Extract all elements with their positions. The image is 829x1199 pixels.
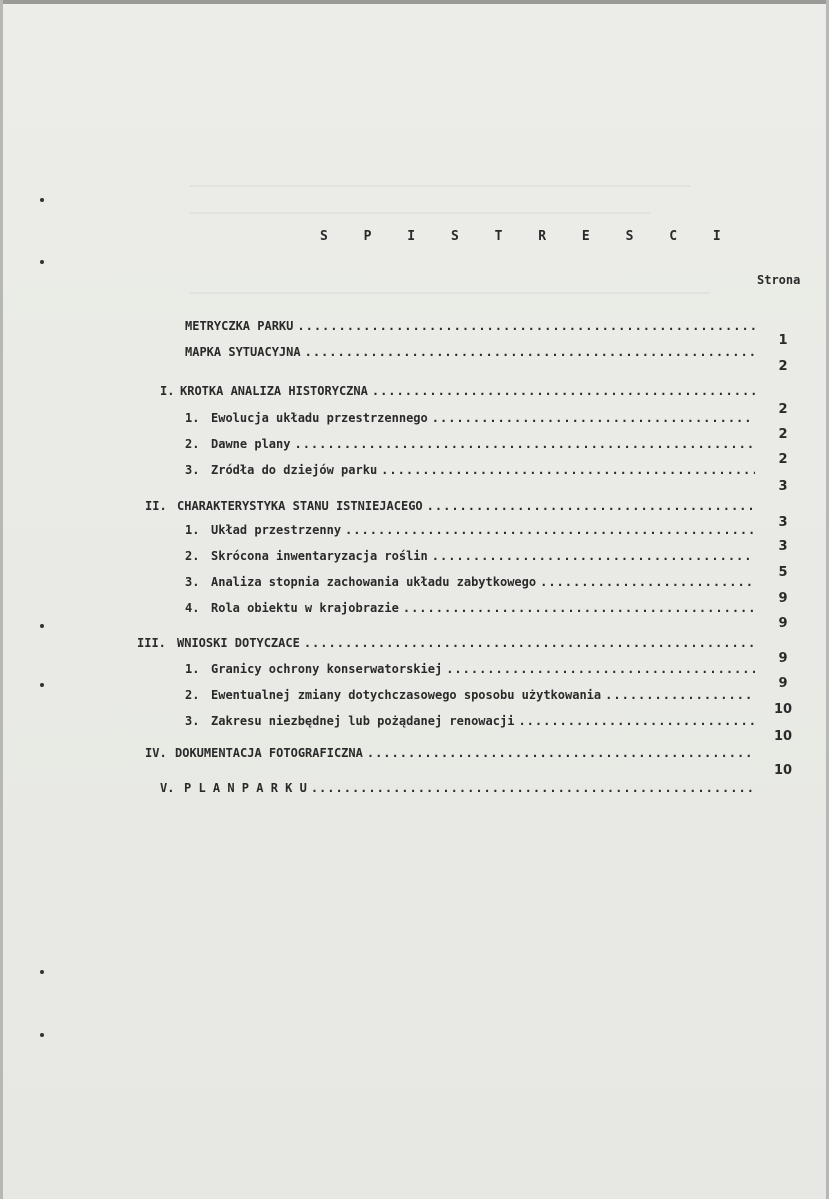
toc-leader-dots [403, 600, 755, 616]
toc-leader-dots [305, 344, 755, 360]
toc-leader-dots [381, 462, 755, 478]
toc-section [145, 745, 755, 761]
toc-subentry-number: 2. [185, 549, 200, 563]
toc-subentry [185, 548, 755, 564]
punch-hole-mark [40, 624, 44, 628]
toc-subentry [185, 713, 755, 729]
toc-subentry-number: 3. [185, 463, 200, 477]
toc-entry-text: CHARAKTERYSTYKA STANU ISTNIEJACEGO [177, 499, 423, 513]
toc-page-number: 2 [778, 359, 788, 374]
toc-subentry-number: 4. [185, 601, 200, 615]
toc-entry-text: Analiza stopnia zachowania układu zabytkowego [211, 575, 537, 589]
toc-entry-text: METRYCZKA PARKU [185, 319, 294, 333]
toc-section [160, 780, 755, 796]
toc-entry-text: Skrócona inwentaryzacja roślin [211, 549, 428, 563]
toc-entry-text: Ewolucja układu przestrzennego [211, 411, 428, 425]
toc-section-number: V. [160, 781, 175, 795]
toc-subentry-number: 1. [185, 411, 200, 425]
toc-entry-text: WNIOSKI DOTYCZACE [177, 636, 300, 650]
toc-entry-text: P L A N P A R K U [184, 781, 307, 795]
toc-entry-text: MAPKA SYTUACYJNA [185, 345, 301, 359]
punch-hole-mark [40, 198, 44, 202]
toc-entry-text: Dawne plany [211, 437, 291, 451]
toc-subentry-number: 1. [185, 662, 200, 676]
toc-entry-text: DOKUMENTACJA FOTOGRAFICZNA [175, 746, 363, 760]
punch-hole-mark [40, 1033, 44, 1037]
toc-page-number: 10 [773, 729, 793, 744]
toc-entry-text: Układ przestrzenny [211, 523, 342, 537]
toc-page-number: 2 [778, 402, 788, 417]
toc-entry-text: Ewentualnej zmiany dotychczasowego sposobu użytkowania [211, 688, 602, 702]
toc-page-number: 2 [778, 452, 788, 467]
toc-leader-dots [540, 574, 755, 590]
toc-page-number: 3 [778, 539, 788, 554]
toc-subentry-number: 2. [185, 437, 200, 451]
toc-section-number: I. [160, 384, 175, 398]
toc-entry-text: Zródła do dziejów parku [211, 463, 378, 477]
toc-section-number: IV. [145, 746, 167, 760]
show-through-line [190, 212, 650, 214]
toc-entry-text: Zakresu niezbędnej lub pożądanej renowacji [211, 714, 515, 728]
toc-subentry [185, 574, 755, 590]
toc-subentry [185, 687, 755, 703]
toc-leader-dots [294, 436, 755, 452]
toc-leader-dots [518, 713, 755, 729]
toc-page-number: 3 [778, 515, 788, 530]
toc-leader-dots [367, 745, 755, 761]
toc-entry-text: Rola obiektu w krajobrazie [211, 601, 399, 615]
toc-subentry [185, 436, 755, 452]
punch-hole-mark [40, 683, 44, 687]
toc-subentry-number: 2. [185, 688, 200, 702]
toc-page-number: 9 [778, 651, 788, 666]
toc-page-number: 9 [778, 676, 788, 691]
toc-page-number: 2 [778, 427, 788, 442]
toc-subentry-number: 3. [185, 714, 200, 728]
toc-entry-text: KROTKA ANALIZA HISTORYCZNA [180, 384, 368, 398]
page-column-header: Strona [757, 273, 801, 287]
toc-title: S P I S T R E S C I [320, 229, 735, 244]
toc-subentry-number: 3. [185, 575, 200, 589]
toc-leader-dots [372, 383, 755, 399]
toc-section [160, 383, 755, 399]
toc-page-number: 9 [778, 616, 788, 631]
toc-entry [185, 344, 755, 360]
toc-leader-dots [297, 318, 755, 334]
toc-leader-dots [605, 687, 755, 703]
toc-entry-text: Granicy ochrony konserwatorskiej [211, 662, 443, 676]
toc-section-number: II. [145, 499, 167, 513]
toc-subentry [185, 661, 755, 677]
scan-edge-top [0, 0, 829, 4]
toc-subentry [185, 522, 755, 538]
toc-section [137, 635, 755, 651]
show-through-line [190, 292, 710, 294]
toc-subentry [185, 600, 755, 616]
show-through-line [190, 185, 690, 187]
toc-leader-dots [345, 522, 755, 538]
toc-leader-dots [311, 780, 755, 796]
toc-subentry-number: 1. [185, 523, 200, 537]
toc-section [145, 498, 755, 514]
toc-page-number: 10 [773, 763, 793, 778]
punch-hole-mark [40, 970, 44, 974]
toc-page-number: 3 [778, 479, 788, 494]
toc-page-number: 10 [773, 702, 793, 717]
toc-page-number: 9 [778, 591, 788, 606]
toc-page-number: 5 [778, 565, 788, 580]
toc-subentry [185, 462, 755, 478]
scan-edge-left [0, 0, 3, 1199]
toc-leader-dots [432, 410, 755, 426]
toc-page-number: 1 [778, 333, 788, 348]
punch-hole-mark [40, 260, 44, 264]
toc-section-number: III. [137, 636, 166, 650]
toc-leader-dots [446, 661, 755, 677]
toc-leader-dots [432, 548, 755, 564]
toc-leader-dots [427, 498, 755, 514]
toc-subentry [185, 410, 755, 426]
toc-leader-dots [304, 635, 755, 651]
toc-entry [185, 318, 755, 334]
